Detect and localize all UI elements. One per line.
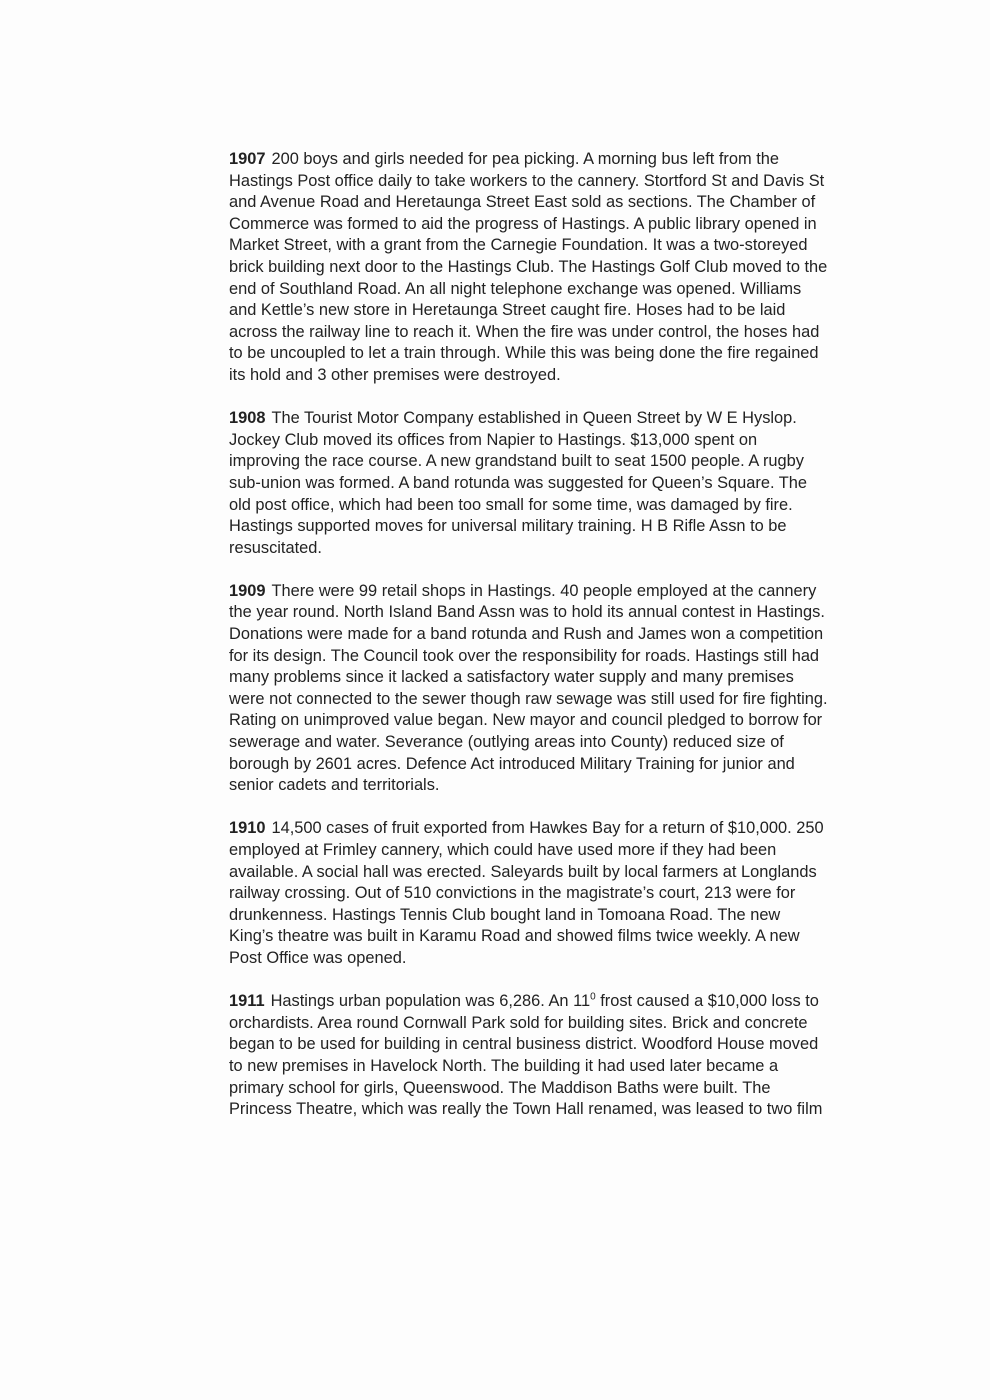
entry-year: 1907: [229, 150, 266, 168]
entry-1909: [229, 581, 829, 797]
entry-year: 1910: [229, 819, 266, 838]
entry-text: There were 99 retail shops in Hastings. 40 people employed at the cannery the year round. North Island Band Assn was to hold its annual contest in Hastings. Donations were made for a band rotunda and Rush and James won a competition for its design. The Council took over the responsibility for roads. Hastings still had many problems since it lacked a satisfactory water supply and many premises were not connected to the sewer though raw sewage was still used for fire fighting. Rating on unimproved value began. New mayor and council pledged to borrow for sewerage and water. Severance (outlying areas into County) reduced size of borough by 2601 acres. Defence Act introduced Military Training for junior and senior cadets and territorials.: [229, 581, 828, 795]
entry-1910: [229, 818, 829, 969]
entry-text: The Tourist Motor Company established in Queen Street by W E Hyslop. Jockey Club moved its offices from Napier to Hastings. $13,000 spent on improving the race course. A new grandstand built to seat 1500 people. A rugby sub-union was formed. A band rotunda was suggested for Queen’s Square. The old post office, which had been too small for some time, was damaged by fire. Hastings supported moves for universal military training. H B Rifle Assn to be resuscitated.: [229, 409, 807, 557]
entry-text: 200 boys and girls needed for pea picking. A morning bus left from the Hastings Post office daily to take workers to the cannery. Stortford St and Davis St and Avenue Road and Heretaunga Street East sold as sections. The Chamber of Commerce was formed to aid the progress of Hastings. A public library opened in Market Street, with a grant from the Carnegie Foundation. It was a two-storeyed brick building next door to the Hastings Club. The Hastings Golf Club moved to the end of Southland Road. An all night telephone exchange was opened. Williams and Kettle’s new store in Heretaunga Street caught fire. Hoses had to be laid across the railway line to reach it. When the fire was under control, the hoses had to be uncoupled to let a train through. While this was being done the fire regained its hold and 3 other premises were destroyed.: [229, 150, 828, 384]
entry-year: 1909: [229, 581, 266, 600]
degree-superscript: 0: [590, 991, 596, 1003]
entry-text: 14,500 cases of fruit exported from Hawkes Bay for a return of $10,000. 250 employed at Frimley cannery, which could have used more if they had been available. A social hall was erected. Saleyards built by local farmers at Longlands railway crossing. Out of 510 convictions in the magistrate’s court, 213 were for drunkenness. Hastings Tennis Club bought land in Tomoana Road. The new King’s theatre was built in Karamu Road and showed films twice weekly. A new Post Office was opened.: [229, 819, 824, 967]
entry-year: 1908: [229, 409, 266, 428]
entry-text-end: frost caused a $10,000 loss to orchardists. Area round Cornwall Park sold for building sites. Brick and concrete began to be used for building in central business district. Woodford House moved to new premises in Havelock North. The building it had used later became a primary school for girls, Queenswood. The Maddison Baths were built. The Princess Theatre, which was really the Town Hall renamed, was leased to two film: [229, 992, 823, 1119]
entry-text-start: Hastings urban population was 6,286. An 11: [270, 992, 591, 1011]
entry-1907: [229, 149, 829, 387]
entry-1911: [229, 991, 829, 1121]
entry-year: 1911: [229, 992, 265, 1011]
entry-1908: [229, 408, 829, 559]
document-body: [229, 149, 829, 1142]
